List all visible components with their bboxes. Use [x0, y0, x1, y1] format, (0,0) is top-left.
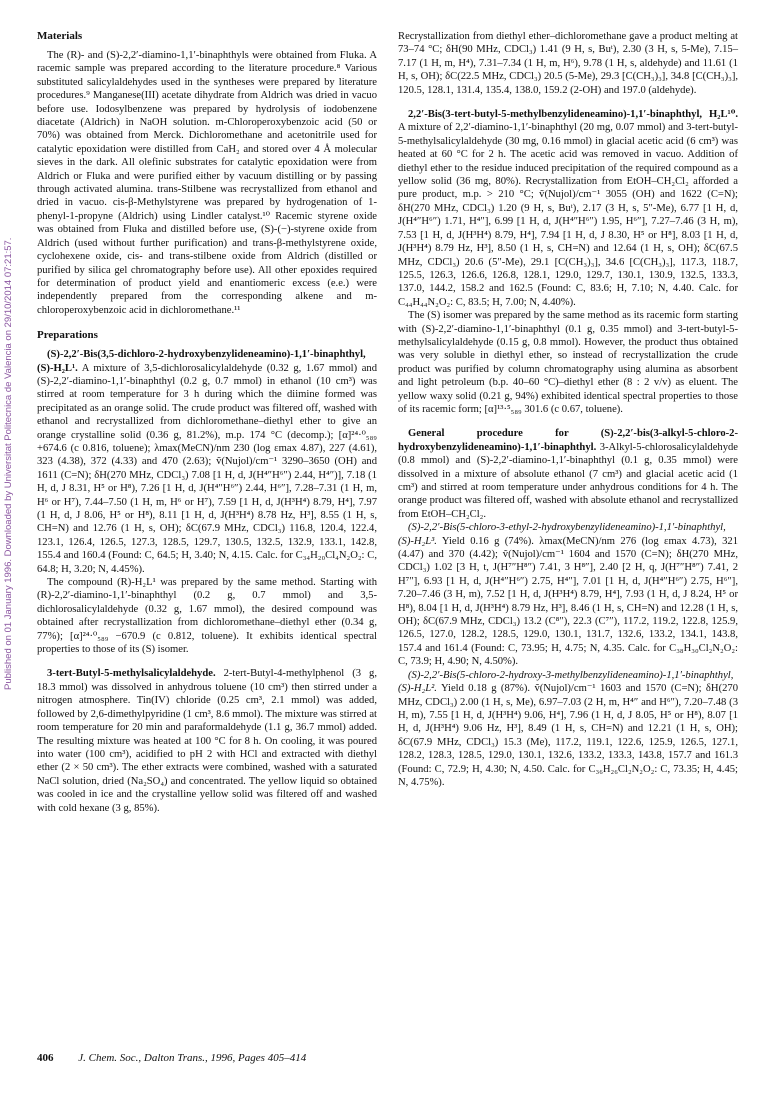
preparations-heading: Preparations — [37, 329, 98, 342]
prep-l3-body: Yield 0.16 g (74%). λmax(MeCN)/nm 276 (log εmax 4.73), 321 (4.47) and 370 (4.42); ṽ(Nujol)/cm⁻¹ 1604 and 1570 (C=N); δH(270 MHz, CDCl₃) 1.02 [3 H, t, J(H⁷″H⁸″) 7.41, 3 H⁸″], 2.40 [2 H, q, J(H⁷″H⁸″) 7.41, 2 H⁷″], 6.93 [1 H, d, J(H⁴″H⁶″) 2.75, H⁴″], 7.01 [1 H, d, J(H⁴″H⁶″) 2.75, H⁶″], 7.20–7.46 (3 H, m), 7.52 [1 H, d, J(H³H⁴) 8.79, H⁴], 7.93 (1 H, d, J 8.24, H⁵ or H⁸), 8.04 [1 H, d, J(H³H⁴) 8.79 Hz, H³], 8.46 (1 H, s, CH=N) and 12.28 (1 H, s, OH); δC(67.9 MHz, CDCl₃) 13.2 (C⁸″), 22.3 (C⁷″), 117.2, 119.2, 122.8, 125.9, 126.5, 127.0, 128.2, 128.5, 129.0, 130.1, 131.7, 132.6, 133.2, 134.1, 143.8, 157.4 and 161.4 (Found: C, 73.95; H, 4.75; N, 4.35. Calc. for C₃₈H₃₀Cl₂N₂O₂: C, 73.9; H, 4.90; N, 4.50%). — [398, 535, 738, 668]
materials-heading: Materials — [37, 30, 83, 42]
prep-l1-title: (S)-2,2′-Bis(3,5-dichloro-2-hydroxybenzylideneamino)-1,1′-binaphthyl, (S)-H₂L¹. — [37, 349, 366, 374]
page-footer — [37, 1052, 306, 1064]
prep-aldehyde-paragraph — [37, 667, 377, 814]
materials-paragraph: The (R)- and (S)-2,2′-diamino-1,1′-binaphthyls were obtained from Fluka. A racemic sample was prepared according to the literature procedure.⁸ Various substituted salicylaldehydes used in the syntheses were prepared by literature procedures.⁹ Manganese(III) acetate dihydrate from Aldrich was dried in vacuo before use. Iodosylbenzene was prepared by hydrolysis of iodobenzene diacetate (Aldrich) in NaOH solution. m-Chloroperoxybenzoic acid (50 or 70%) was obtained from Merck. Dichloromethane and acetonitrile used for catalytic epoxidation were distilled from CaH₂ and stored over 4 Å molecular sieves in the dark. All olefinic substrates for catalytic epoxidation were from Aldrich or Fluka and were purified either by vacuum distilling or by passing through activated alumina. trans-Stilbene was recrystallized from ethanol and dried in vacuo. cis-β-Methylstyrene was prepared by hydrogenation of 1-phenyl-1-propyne (Aldrich) using Lindler catalyst.¹⁰ Racemic styrene oxide was obtained from Fluka and distilled before use, (S)-(−)-styrene oxide from Aldrich (used without further purification) and trans-β-methylstyrene oxide, cyclohexene oxide, cis- and trans-stilbene oxide from Aldrich (distilled or purified by silica gel chromatography before use). All other epoxides required for determination of product yield and enantiomeric excess (e.e.) were independently prepared from the corresponding alkene and m-chloroperoxybenzoic acid in dichloromethane.¹¹ — [37, 50, 377, 316]
prep-l2-paragraph — [398, 669, 738, 790]
prep-aldehyde-title: 3-tert-Butyl-5-methylsalicylaldehyde. — [47, 668, 216, 680]
right-column — [398, 30, 738, 789]
general-procedure-title: General procedure for (S)-2,2′-bis(3-alkyl-5-chloro-2-hydroxybenzylideneamino)-1,1′-binaphthyl. — [398, 428, 738, 453]
prep-l3-name: (S)-2,2′-Bis(5-chloro-3-ethyl-2-hydroxybenzylideneamino)-1,1′-binaphthyl, (S)-H₂L³. — [398, 522, 726, 547]
prep-l10-paragraph — [398, 108, 738, 309]
prep-aldehyde-body: 2-tert-Butyl-4-methylphenol (3 g, 18.3 mmol) was dissolved in anhydrous toluene (10 cm³) then stirred under a nitrogen atmosphere. Tin(IV) chloride (0.25 cm³, 2.1 mmol) was added, followed by 2,6-dimethylpyridine (1 cm³, 8.6 mmol). The mixture was stirred at room temperature for 20 min and paraformaldehyde (1.1 g, 36.7 mmol) added. The resulting mixture was heated at 100 °C for 8 h. On cooling, it was poured into water (100 cm³), acidified to pH 2 with HCl and extracted with diethyl ether (2 × 50 cm³). The ether extracts were combined, washed with a saturated NaCl solution, dried (Na₂SO₄) and concentrated. The yellow liquid so obtained was cooled in ice and the crystalline yellow solid was filtered off and washed with cold hexane (3 g, 85%). — [37, 668, 377, 814]
prep-l2-name: (S)-2,2′-Bis(5-chloro-2-hydroxy-3-methylbenzylideneamino)-1,1′-binaphthyl, (S)-H₂L². — [398, 669, 734, 695]
prep-l1-body: A mixture of 3,5-dichlorosalicylaldehyde (0.32 g, 1.67 mmol) and (S)-2,2′-diamino-1,1′-binaphthyl (0.2 g, 0.7 mmol) in ethanol (10 cm³) was stirred at room temperature for 3 h during which the diimine formed was precipitated as an orange solid. The crude product was filtered off, washed with ethanol and recrystallized from dichloromethane–diethyl ether to give an orange crystalline solid (0.36 g, 81.2%), m.p. 174 °C (decomp.); [α]²⁴·⁰₅₈₉ +674.6 (c 0.816, toluene); λmax(MeCN)/nm 230 (log εmax 4.87), 227 (4.61), 323 (4.38), 372 (4.33) and 470 (2.63); ṽ(Nujol)/cm⁻¹ 3290–3650 (OH) and 1611 (C=N); δH(270 MHz, CDCl₃) 7.08 [1 H, d, J(H⁴″H⁶″) 2.44, H⁴″)], 7.18 (1 H, d, J 8.31, H⁵ or H⁸), 7.26 [1 H, d, J(H⁴″H⁶″) 2.44, H⁶″], 7.28–7.31 (1 H, m, H⁶ or H⁷), 7.44–7.50 (1 H, m, H⁶ or H⁷), 7.59 [1 H, d, J(H³H⁴) 8.79, H⁴], 7.97 (1 H, d, J 8.06, H⁵ or H⁸), 8.11 [1 H, d, J(H³H⁴) 8.78 Hz, H³], 8.55 (1 H, s, CH=N) and 12.76 (1 H, s, OH); δC(67.9 MHz, CDCl₃) 116.8, 120.4, 122.4, 123.1, 126.4, 126.5, 127.3, 128.5, 129.7, 130.5, 132.5, 132.9, 133.1, 142.8, 155.4 and 160.4 (Found: C, 64.5; H, 3.40; N, 4.15. Calc. for C₃₄H₂₀Cl₄N₂O₂: C, 64.8; H, 3.20; N, 4.45%). — [37, 362, 377, 575]
prep-l10-s-paragraph: The (S) isomer was prepared by the same method as its racemic form starting with (S)-2,2′-diamino-1,1′-binaphthyl (0.1 g, 0.35 mmol) and 3-tert-butyl-5-methylsalicylaldehyde (0.15 g, 0.8 mmol). However, the product thus obtained was very soluble in diethyl ether, so instead of recrystallization the crude product was purified by column chromatography using alumina as absorbent and light petroleum (b.p. 40–60 °C)–diethyl ether (8 : 2 v/v) as eluent. The yellow waxy solid (0.21 g, 94%) exhibited identical spectral properties to those of its racemic form; [α]¹³·⁵₅₈₉ 301.6 (c 0.67, toluene). — [398, 310, 738, 415]
prep-l2-body: Yield 0.18 g (87%). ṽ(Nujol)/cm⁻¹ 1603 and 1570 (C=N); δH(270 MHz, CDCl₃) 2.00 (1 H, s, Me), 6.97–7.03 (2 H, m, H⁴″ and H⁶″), 7.20–7.48 (3 H, m), 7.55 [1 H, d, J(H³H⁴) 9.06, H⁴], 7.96 (1 H, d, J 8.05, H⁵ or H⁸), 8.07 [1 H, d, J(H³H⁴) 9.06 Hz, H³], 8.49 (1 H, s, CH=N) and 12.21 (1 H, s, OH); δC(67.9 MHz, CDCl₃) 15.3 (Me), 117.2, 119.1, 122.6, 125.9, 126.5, 127.1, 128.2, 128.3, 128.5, 129.0, 130.1, 132.6, 133.2, 133.3, 143.8, 157.7 and 161.3 (Found: C, 72.9; H, 4.30; N, 4.50. Calc. for C₃₆H₂₆Cl₂N₂O₂: C, 73.35; H, 4.45; N, 4.75%). — [398, 683, 738, 788]
general-procedure-body: 3-Alkyl-5-chlorosalicylaldehyde (0.8 mmol) and (S)-2,2′-diamino-1,1′-binaphthyl (0.1 g, 0.35 mmol) were dissolved in a mixture of absolute ethanol (7 cm³) and glacial acetic acid (1 cm³) and stirred at room temperature under anhydrous conditions for 4 h. The orange product was filtered off, washed with absolute ethanol and recrystallized from EtOH–CH₂Cl₂. — [398, 441, 738, 520]
page-number: 406 — [37, 1052, 54, 1064]
prep-aldehyde-continued: Recrystallization from diethyl ether–dichloromethane gave a product melting at 73–74 °C; δH(90 MHz, CDCl₃) 1.41 (9 H, s, Buᵗ), 2.30 (3 H, s, 5-Me), 7.15–7.17 (1 H, m, H⁴), 7.31–7.34 (1 H, m, H⁶), 9.78 (1 H, s, aldehyde) and 11.61 (1 H, s, OH); δC(22.5 MHz, CDCl₃) 20.5 (5-Me), 29.3 [C(CH₃)₃], 34.8 [C(CH₃)₃], 120.5, 128.1, 131.4, 135.4, 138.0, 159.2 (2-OH) and 197.0 (aldehyde). — [398, 31, 738, 96]
journal-citation: J. Chem. Soc., Dalton Trans., 1996, Pages 405–414 — [78, 1052, 307, 1064]
download-watermark-text: Published on 01 January 1996. Downloaded by Universitat Politecnica de Valencia on 29/10/2014 07:21:57. — [3, 237, 14, 690]
prep-l1-paragraph — [37, 348, 377, 576]
general-procedure-paragraph — [398, 427, 738, 521]
prep-l10-body: A mixture of 2,2′-diamino-1,1′-binaphthyl (20 mg, 0.07 mmol) and 3-tert-butyl-5-methylsalicylaldehyde (30 mg, 0.16 mmol) in glacial acetic acid (6 cm³) was heated at 60 °C for 2 h. The acetic acid was removed in vacuo. Addition of diethyl ether to the residue induced precipitation of the required compound as a yellow solid (36 mg, 80%). Recrystallization from EtOH–CH₂Cl₂ afforded a pure product, m.p. > 210 °C; ṽ(Nujol)/cm⁻¹ 3055 (OH) and 1622 (C=N); δH(270 MHz, CDCl₃) 1.20 (9 H, s, Buᵗ), 2.17 (3 H, s, 5″-Me), 6.77 [1 H, d, J(H⁴″H⁶″) 1.71, H⁴″], 6.99 [1 H, d, J(H⁴″H⁶″) 1.95, H⁶″], 7.27–7.46 (3 H, m), 7.53 [1 H, d, J(H³H⁴) 8.79, H⁴], 7.94 [1 H, d, J 8.30, H⁵ or H⁸], 8.03 [1 H, d, J(H³H⁴) 8.79 Hz, H³], 8.50 (1 H, s, CH=N) and 12.64 (1 H, s, OH); δC(67.5 MHz, CDCl₃) 20.6 (5″-Me), 29.1 [C(CH₃)₃], 34.6 [C(CH₃)₃], 117.3, 118.7, 125.5, 126.3, 126.6, 126.8, 128.1, 129.0, 129.7, 130.1, 130.9, 132.5, 133.3, 137.0, 144.2, 158.2 and 162.5 (Found: C, 83.6; H, 7.10; N, 4.40. Calc. for C₄₄H₄₄N₂O₂: C, 83.5; H, 7.00; N, 4.40%). — [398, 122, 738, 308]
prep-l3-paragraph — [398, 521, 738, 668]
prep-l10-title: 2,2′-Bis(3-tert-butyl-5-methylbenzylideneamino)-1,1′-binaphthyl, H₂L¹⁰. — [408, 109, 738, 121]
left-column — [37, 30, 377, 815]
prep-l1-r-paragraph: The compound (R)-H₂L¹ was prepared by the same method. Starting with (R)-2,2′-diamino-1,1′-binaphthyl (0.2 g, 0.7 mmol) and 3,5-dichlorosalicylaldehyde (0.32 g, 1.67 mmol), the desired compound was obtained after recrystallization from dichloromethane–diethyl ether (0.34 g, 77%); [α]²⁴·⁰₅₈₉ −670.9 (c 0.812, toluene). It exhibits identical spectral properties to those of its (S) isomer. — [37, 577, 377, 656]
download-watermark — [0, 150, 18, 690]
